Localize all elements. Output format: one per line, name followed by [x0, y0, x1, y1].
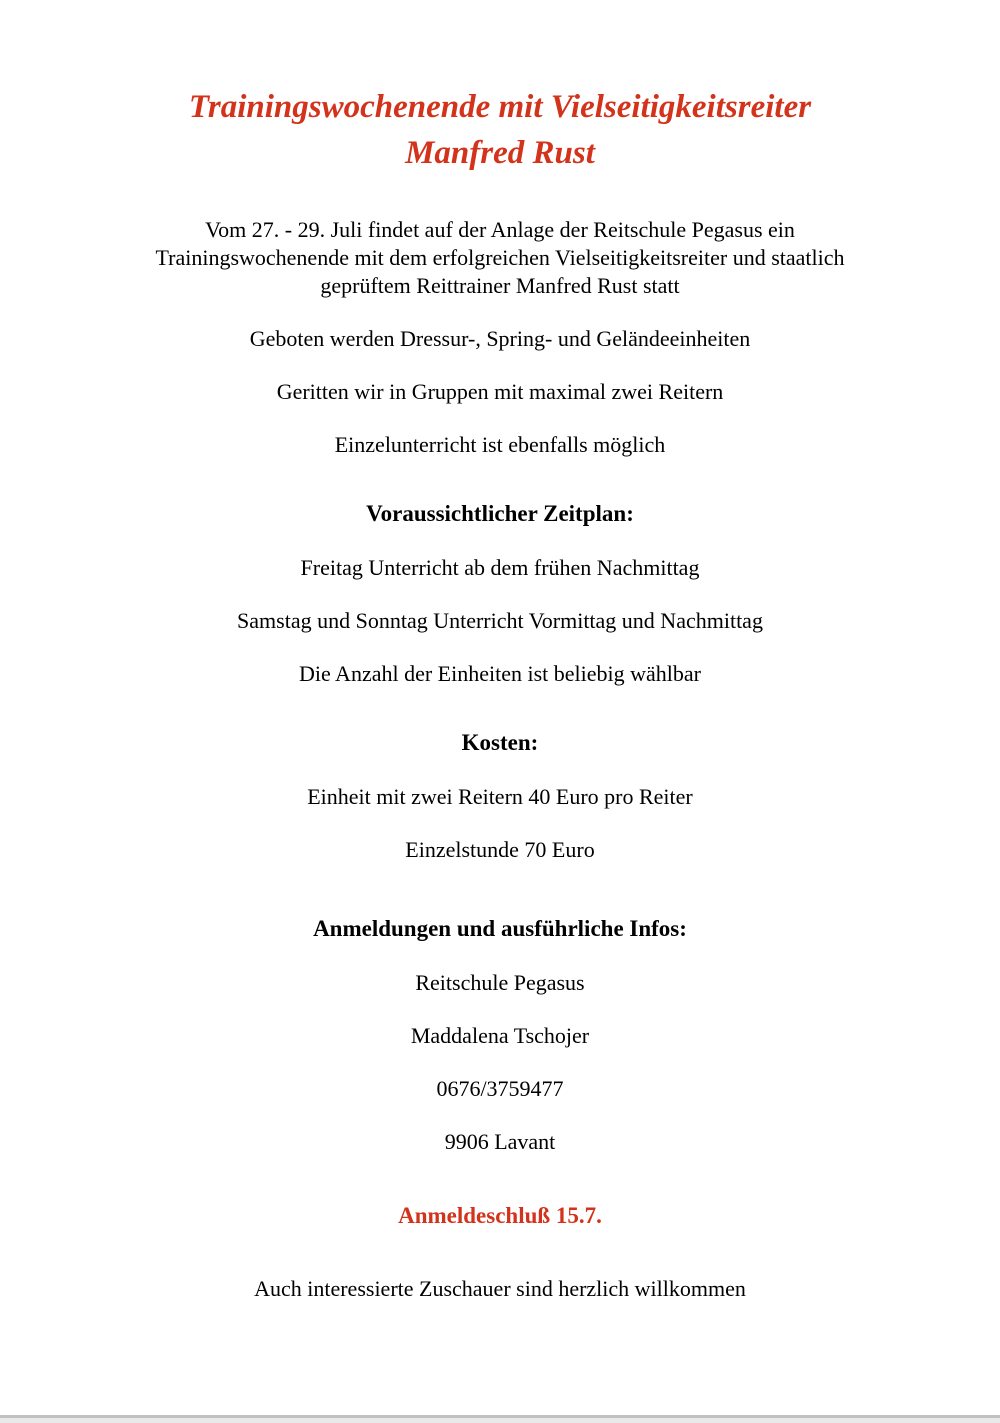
intro-line-1: Vom 27. - 29. Juli findet auf der Anlage der Reitschule Pegasus ein [205, 217, 795, 242]
registration-deadline: Anmeldeschluß 15.7. [398, 1203, 602, 1228]
offer-line-disciplines: Geboten werden Dressur-, Spring- und Geländeeinheiten [249, 326, 751, 351]
costs-line-pair: Einheit mit zwei Reitern 40 Euro pro Reiter [307, 784, 693, 809]
page-title-line-1: Trainingswochenende mit Vielseitigkeitsreiter [188, 89, 812, 125]
intro-line-3: geprüftem Reittrainer Manfred Rust statt [320, 273, 680, 298]
costs-heading: Kosten: [461, 730, 539, 755]
schedule-heading: Voraussichtlicher Zeitplan: [366, 501, 634, 526]
contact-line-person: Maddalena Tschojer [410, 1023, 590, 1048]
flyer-page [60, 0, 940, 1303]
schedule-line-weekend: Samstag und Sonntag Unterricht Vormittag und Nachmittag [237, 608, 763, 633]
page-title [60, 84, 940, 176]
offer-line-groups: Geritten wir in Gruppen mit maximal zwei Reitern [276, 379, 724, 404]
page-title-line-2: Manfred Rust [405, 135, 595, 171]
schedule-line-friday: Freitag Unterricht ab dem frühen Nachmittag [300, 555, 700, 580]
costs-line-single: Einzelstunde 70 Euro [405, 837, 595, 862]
intro-line-2: Trainingswochenende mit dem erfolgreichen Vielseitigkeitsreiter und staatlich [155, 245, 845, 270]
closing-note: Auch interessierte Zuschauer sind herzlich willkommen [254, 1276, 746, 1301]
contact-line-place: 9906 Lavant [444, 1129, 556, 1154]
offer-line-private: Einzelunterricht ist ebenfalls möglich [334, 432, 666, 457]
contact-line-phone: 0676/3759477 [436, 1076, 564, 1101]
bottom-window-edge [0, 1415, 1000, 1423]
schedule-line-units: Die Anzahl der Einheiten ist beliebig wählbar [299, 661, 701, 686]
intro-paragraph [60, 216, 940, 300]
contact-heading: Anmeldungen und ausführliche Infos: [313, 916, 687, 941]
contact-line-school: Reitschule Pegasus [415, 970, 585, 995]
